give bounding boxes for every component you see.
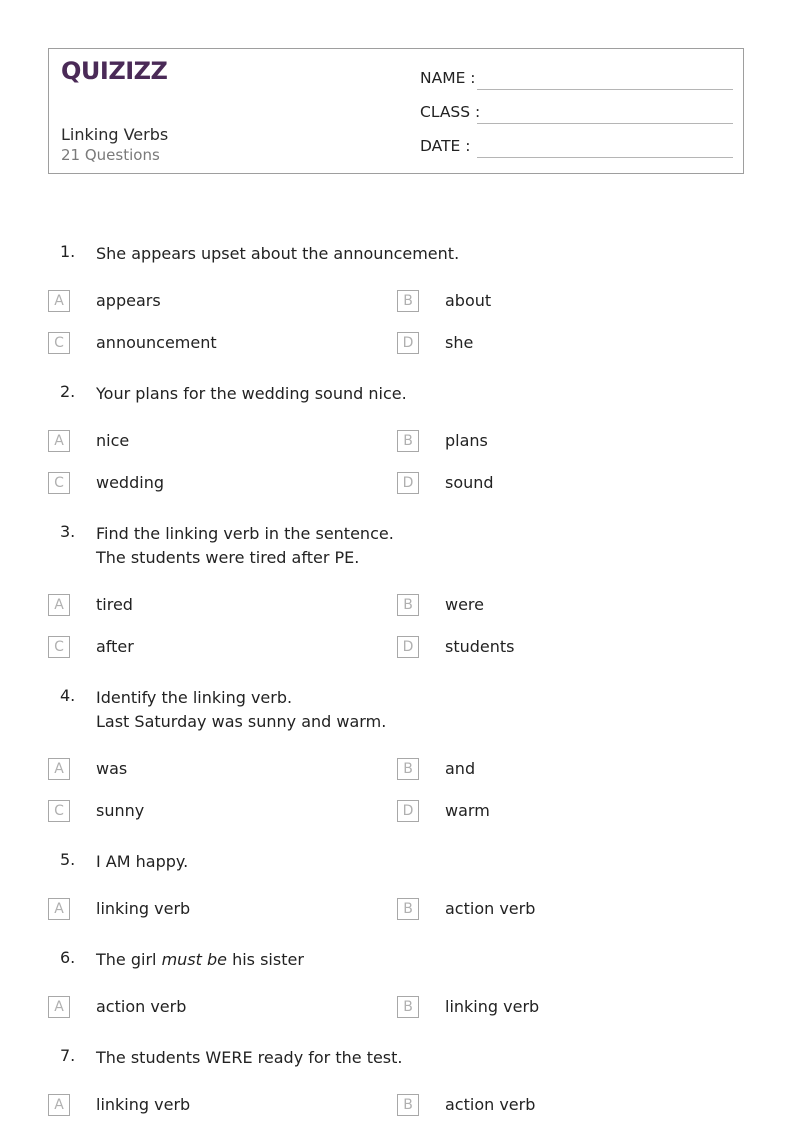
- date-label: DATE :: [420, 137, 471, 155]
- option-text: was: [96, 759, 128, 778]
- option-text: tired: [96, 595, 133, 614]
- option-letter-box: C: [48, 800, 70, 822]
- option-text: after: [96, 637, 134, 656]
- option-text: linking verb: [96, 899, 191, 918]
- question-number: 7.: [60, 1046, 76, 1065]
- option-letter-box: B: [397, 430, 419, 452]
- option-letter-box: A: [48, 996, 70, 1018]
- worksheet-title: Linking Verbs: [61, 125, 169, 144]
- option-text: action verb: [445, 1095, 536, 1114]
- option-letter-box: D: [397, 332, 419, 354]
- option-letter-box: A: [48, 1094, 70, 1116]
- question-number: 1.: [60, 242, 76, 261]
- question-number: 5.: [60, 850, 76, 869]
- option-letter-box: D: [397, 800, 419, 822]
- option-letter-box: C: [48, 472, 70, 494]
- option-text: about: [445, 291, 492, 310]
- option-letter-box: B: [397, 1094, 419, 1116]
- option-text: action verb: [96, 997, 187, 1016]
- option-text: sound: [445, 473, 494, 492]
- option-text: sunny: [96, 801, 145, 820]
- option-text: were: [445, 595, 484, 614]
- option-letter-box: A: [48, 594, 70, 616]
- option-letter-box: B: [397, 594, 419, 616]
- question-text-start: The girl: [96, 950, 162, 969]
- option-letter-box: B: [397, 290, 419, 312]
- option-text: wedding: [96, 473, 164, 492]
- option-text: announcement: [96, 333, 217, 352]
- date-line[interactable]: [477, 157, 733, 158]
- question-text: Find the linking verb in the sentence. The students were tired after PE.: [96, 524, 394, 567]
- option-letter-box: C: [48, 636, 70, 658]
- option-text: action verb: [445, 899, 536, 918]
- question-text-emphasis: must be: [161, 950, 227, 969]
- option-letter-box: B: [397, 898, 419, 920]
- question-number: 4.: [60, 686, 76, 705]
- name-line[interactable]: [477, 89, 733, 90]
- option-text: and: [445, 759, 476, 778]
- option-letter-box: A: [48, 430, 70, 452]
- option-text: linking verb: [445, 997, 540, 1016]
- question-text: She appears upset about the announcement.: [96, 244, 460, 263]
- option-letter-box: A: [48, 758, 70, 780]
- option-letter-box: D: [397, 636, 419, 658]
- option-text: warm: [445, 801, 490, 820]
- class-line[interactable]: [477, 123, 733, 124]
- question-text: Identify the linking verb. Last Saturday was sunny and warm.: [96, 688, 387, 731]
- question-text: Your plans for the wedding sound nice.: [96, 384, 407, 403]
- option-text: linking verb: [96, 1095, 191, 1114]
- question-number: 2.: [60, 382, 76, 401]
- class-label: CLASS :: [420, 103, 481, 121]
- question-number: 6.: [60, 948, 76, 967]
- option-text: appears: [96, 291, 161, 310]
- option-text: students: [445, 637, 515, 656]
- option-text: plans: [445, 431, 488, 450]
- question-number: 3.: [60, 522, 76, 541]
- option-letter-box: B: [397, 758, 419, 780]
- worksheet-header: [48, 48, 744, 174]
- option-letter-box: A: [48, 898, 70, 920]
- question-text: [96, 948, 304, 972]
- option-letter-box: C: [48, 332, 70, 354]
- quizizz-logo: QUIZIZZ: [61, 57, 168, 85]
- question-text-end: his sister: [226, 950, 304, 969]
- question-count: 21 Questions: [61, 146, 160, 164]
- option-text: she: [445, 333, 474, 352]
- option-letter-box: B: [397, 996, 419, 1018]
- option-letter-box: D: [397, 472, 419, 494]
- option-letter-box: A: [48, 290, 70, 312]
- question-text: I AM happy.: [96, 852, 189, 871]
- name-label: NAME :: [420, 69, 476, 87]
- question-text: The students WERE ready for the test.: [96, 1048, 403, 1067]
- option-text: nice: [96, 431, 130, 450]
